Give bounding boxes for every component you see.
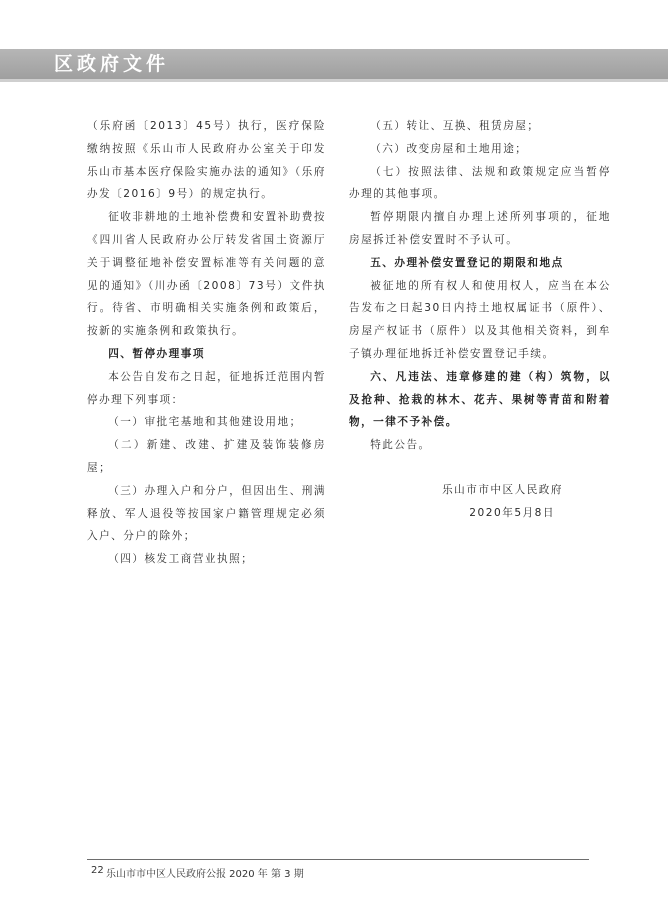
- page-number: 22: [91, 865, 104, 876]
- footer-divider: [87, 859, 589, 860]
- signature-date: 2020年5月8日: [469, 506, 555, 519]
- journal-title: 乐山市市中区人民政府公报 2020 年 第 3 期: [106, 869, 304, 880]
- list-item: （五）转让、互换、租赁房屋；: [370, 120, 540, 132]
- right-column: [349, 115, 611, 525]
- list-item: （七）按照法律、法规和政策规定应当暂停办理的其他事项。: [349, 165, 611, 201]
- paragraph-suspension-intro: 本公告自发布之日起，征地拆迁范围内暂停办理下列事项：: [87, 370, 326, 406]
- heading-suspended-matters: 四、暂停办理事项: [108, 347, 205, 360]
- paragraph-insurance: （乐府函〔2013〕45号）执行，医疗保险缴纳按照《乐山市人民政府办公室关于印发乐山市基本医疗保险实施办法的通知》（乐府办发〔2016〕9号）的规定执行。: [87, 120, 326, 201]
- paragraph-illegal-structures: 六、凡违法、违章修建的建（构）筑物，以及抢种、抢栽的林木、花卉、果树等青苗和附着物，一律不予补偿。: [349, 370, 611, 429]
- section-banner: [0, 49, 668, 79]
- list-item: （四）核发工商营业执照；: [108, 553, 254, 566]
- banner-stripe: [0, 79, 668, 82]
- paragraph-suspension-rule: 暂停期限内擅自办理上述所列事项的，征地房屋拆迁补偿安置时不予认可。: [349, 211, 611, 246]
- list-item: （六）改变房屋和土地用途；: [370, 142, 528, 155]
- paragraph-registration: 被征地的所有权人和使用权人，应当在本公告发布之日起30日内持土地权属证书（原件）、房屋产权证书（原件）以及其他相关资料，到牟子镇办理征地拆迁补偿安置登记手续。: [349, 279, 611, 360]
- list-item: （三）办理入户和分户，但因出生、刑满释放、军人退役等按国家户籍管理规定必须入户、分户的除外；: [87, 484, 326, 543]
- paragraph-compensation: 征收非耕地的土地补偿费和安置补助费按《四川省人民政府办公厅转发省国土资源厅关于调整征地补偿安置标准等有关问题的意见的通知》（川办函〔2008〕73号）文件执行。待省、市明确相关实施条例和政策后，按新的实施条例和政策执行。: [87, 211, 326, 338]
- closing-statement: 特此公告。: [370, 439, 431, 452]
- signature-organization: 乐山市市中区人民政府: [442, 483, 563, 496]
- left-column: [87, 115, 326, 571]
- list-item: （二）新建、改建、扩建及装饰装修房屋；: [87, 439, 326, 474]
- list-item: （一）审批宅基地和其他建设用地；: [108, 416, 302, 429]
- heading-registration: 五、办理补偿安置登记的期限和地点: [370, 256, 564, 269]
- section-title: 区政府文件: [54, 53, 170, 75]
